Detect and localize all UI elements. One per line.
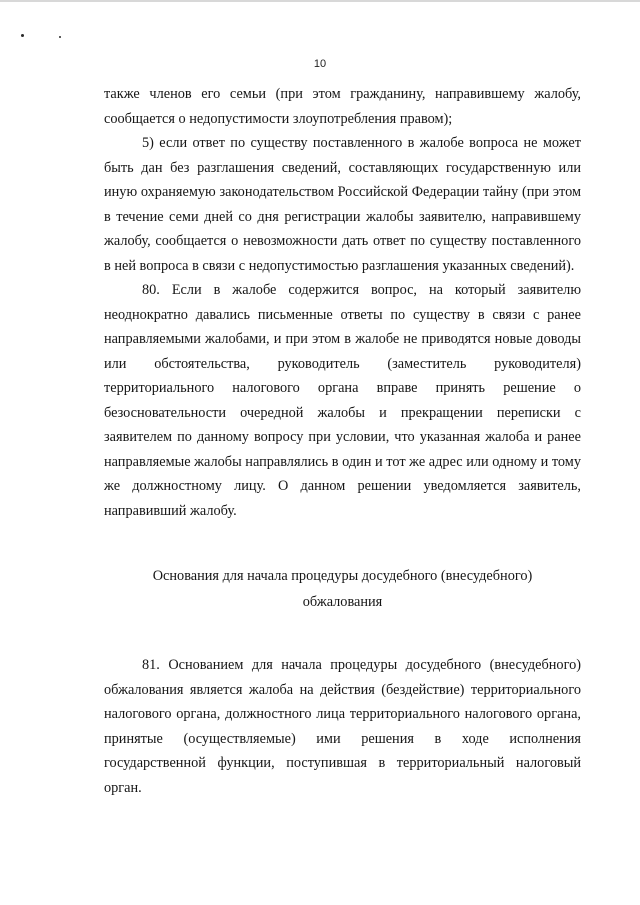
scan-top-edge: [0, 0, 640, 2]
paragraph-item-5: 5) если ответ по существу поставленного в жалобе вопроса не может быть дан без разглашения сведений, составляющих государственную или иную охраняемую законодательством Российской Федерации тайну (при этом в течение семи дней со дня регистрации жалобы заявителю, направившему жалобу, сообщается о невозможности дать ответ по существу поставленного в ней вопроса в связи с недопустимостью разглашения указанных сведений).: [104, 135, 581, 274]
spacer: [104, 615, 581, 653]
section-heading: [104, 563, 581, 615]
section-heading-line-1: Основания для начала процедуры досудебного (внесудебного): [152, 568, 533, 584]
paragraph-item-81: 81. Основанием для начала процедуры досудебного (внесудебного) обжалования является жалоба на действия (бездействие) территориального налогового органа, должностного лица территориального налогового органа, принятые (осуществляемые) ими решения в ходе исполнения государственной функции, поступившая в территориальный налоговый орган.: [104, 657, 581, 796]
paragraph-item-80: 80. Если в жалобе содержится вопрос, на который заявителю неоднократно давались письменные ответы по существу в связи с ранее направляемыми жалобами, и при этом в жалобе не приводятся новые доводы или обстоятельства, руководитель (заместитель руководителя) территориального налогового органа вправе принять решение о безосновательности очередной жалобы и прекращении переписки с заявителем по данному вопросу при условии, что указанная жалоба и ранее направляемые жалобы направлялись в один и тот же адрес или одному и тому же должностному лицу. О данном решении уведомляется заявитель, направивший жалобу.: [104, 282, 581, 519]
document-body: [104, 82, 581, 800]
scan-speck: [21, 34, 24, 37]
scan-speck: [59, 36, 61, 38]
page-number: 10: [313, 58, 327, 70]
paragraph-continuation: также членов его семьи (при этом гражданину, направившему жалобу, сообщается о недопустимости злоупотребления правом);: [104, 86, 581, 127]
section-heading-line-2: обжалования: [302, 594, 383, 610]
